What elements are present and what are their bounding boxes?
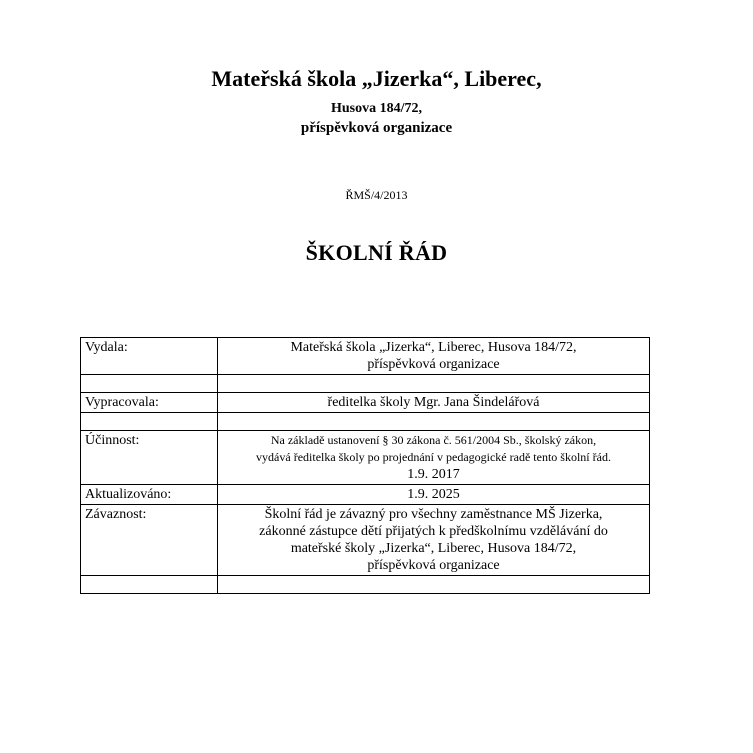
effective-line-1: Na základě ustanovení § 30 zákona č. 561/2004 Sb., školský zákon, <box>270 433 597 447</box>
effective-date: 1.9. 2017 <box>407 467 460 482</box>
table-row-updated <box>81 485 650 505</box>
document-info-table <box>80 337 650 594</box>
school-address: Husova 184/72, <box>330 101 422 116</box>
prepared-by-value <box>218 393 650 413</box>
document-code: ŘMŠ/4/2013 <box>345 188 408 202</box>
blank-cell <box>81 413 218 431</box>
blank-cell <box>81 375 218 393</box>
binding-line-1: Školní řád je závazný pro všechny zaměstnance MŠ Jizerka, <box>264 507 603 522</box>
issued-by-line-2: příspěvková organizace <box>367 357 500 372</box>
table-row-prepared-by <box>81 393 650 413</box>
effective-line-2: vydává ředitelka školy po projednání v pedagogické radě tento školní řád. <box>256 450 611 464</box>
document-title: ŠKOLNÍ ŘÁD <box>305 240 448 265</box>
binding-line-3: mateřské školy „Jizerka“, Liberec, Husova 184/72, <box>290 541 577 556</box>
table-row-binding <box>81 505 650 576</box>
updated-date: 1.9. 2025 <box>407 487 460 502</box>
binding-label: Závaznost: <box>81 505 218 576</box>
binding-value <box>218 505 650 576</box>
effective-label: Účinnost: <box>81 431 218 485</box>
issued-by-value <box>218 338 650 375</box>
prepared-by-label: Vypracovala: <box>81 393 218 413</box>
updated-value <box>218 485 650 505</box>
updated-label: Aktualizováno: <box>81 485 218 505</box>
blank-cell <box>81 576 218 594</box>
effective-value <box>218 431 650 485</box>
issued-by-line-1: Mateřská škola „Jizerka“, Liberec, Husova 184/72, <box>290 340 577 355</box>
table-row-blank <box>81 375 650 393</box>
table-row-issued-by <box>81 338 650 375</box>
blank-cell <box>218 576 650 594</box>
blank-cell <box>218 375 650 393</box>
issued-by-label: Vydala: <box>81 338 218 375</box>
binding-line-4: příspěvková organizace <box>367 558 500 573</box>
school-name-heading: Mateřská škola „Jizerka“, Liberec, <box>211 66 542 91</box>
blank-cell <box>218 413 650 431</box>
binding-line-2: zákonné zástupce dětí přijatých k předškolnímu vzdělávání do <box>259 524 608 539</box>
table-row-blank <box>81 413 650 431</box>
prepared-by-line-1: ředitelka školy Mgr. Jana Šindelářová <box>327 395 540 410</box>
organization-type: příspěvková organizace <box>300 120 453 136</box>
table-row-blank <box>81 576 650 594</box>
table-row-effective <box>81 431 650 485</box>
